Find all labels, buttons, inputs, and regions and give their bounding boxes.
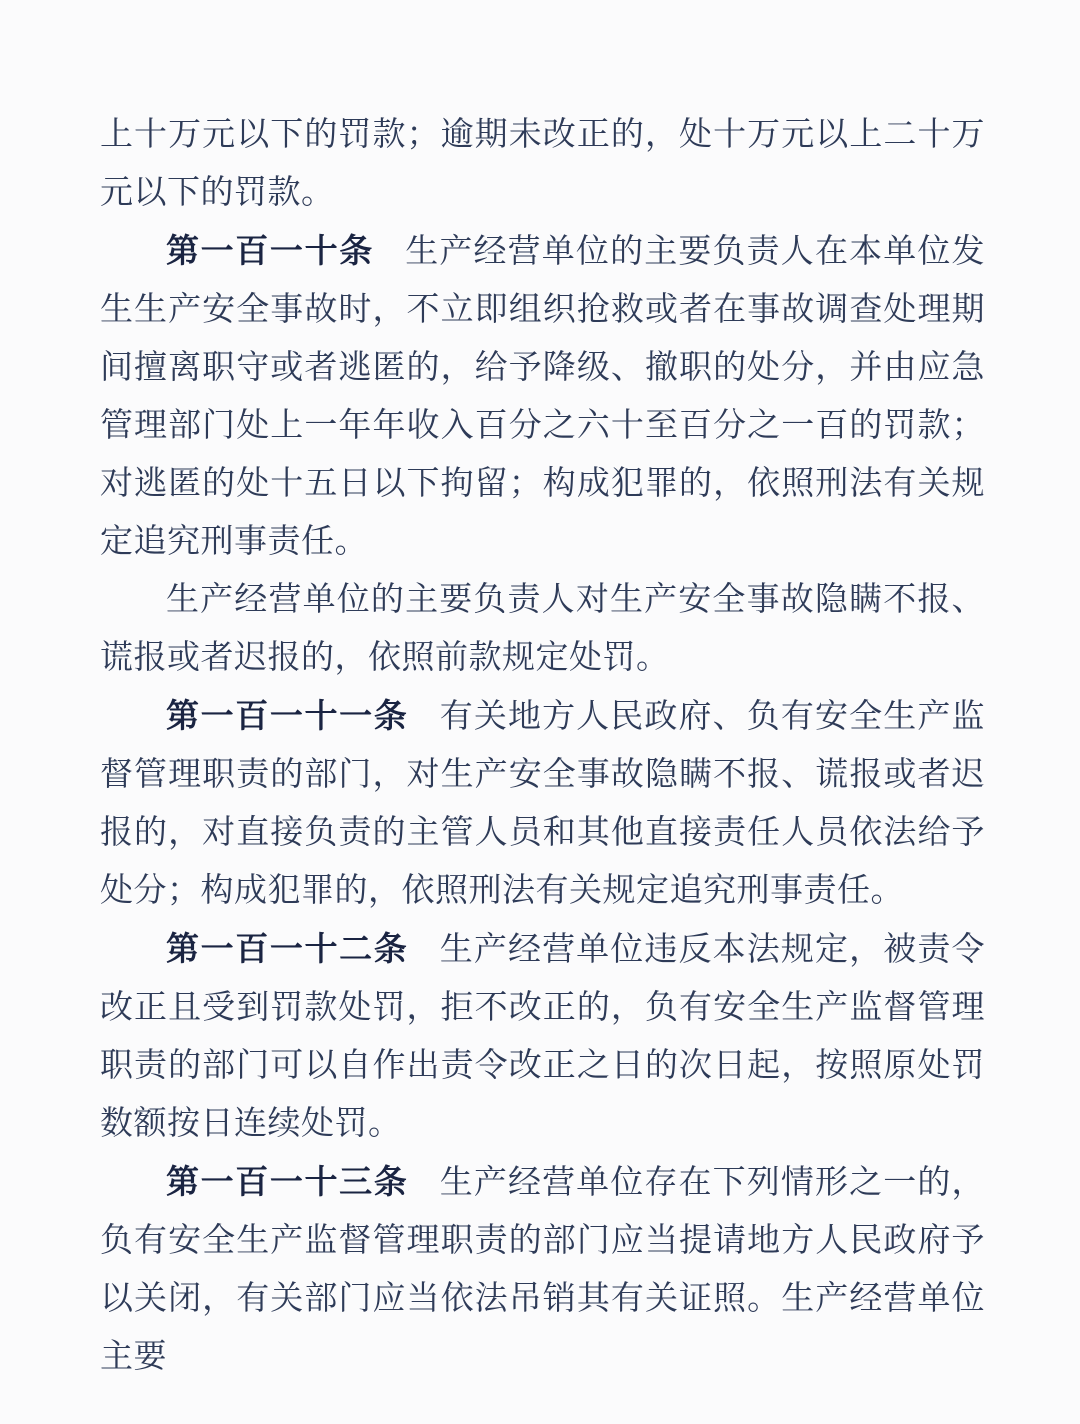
paragraph-text: 上十万元以下的罚款；逾期未改正的，处十万元以上二十万元以下的罚款。 bbox=[100, 117, 985, 211]
paragraph-text: 生产经营单位的主要负责人在本单位发生生产安全事故时，不立即组织抢救或者在事故调查处理期间擅离职守或者逃匿的，给予降级、撤职的处分，并由应急管理部门处上一年年收入百分之六十至百分之一百的罚款；对逃匿的处十五日以下拘留；构成犯罪的，依照刑法有关规定追究刑事责任。 bbox=[100, 234, 986, 560]
article-paragraph bbox=[100, 1153, 985, 1386]
article-number: 第一百一十条 bbox=[166, 232, 374, 269]
paragraph-text: 生产经营单位存在下列情形之一的，负有安全生产监督管理职责的部门应当提请地方人民政府予以关闭，有关部门应当依法吊销其有关证照。生产经营单位主要 bbox=[100, 1165, 986, 1375]
document-body bbox=[100, 106, 985, 1386]
paragraph-text: 有关地方人民政府、负有安全生产监督管理职责的部门，对生产安全事故隐瞒不报、谎报或者迟报的，对直接负责的主管人员和其他直接责任人员依法给予处分；构成犯罪的，依照刑法有关规定追究刑事责任。 bbox=[100, 699, 986, 909]
paragraph bbox=[100, 106, 985, 222]
article-paragraph bbox=[100, 687, 985, 920]
article-number: 第一百一十一条 bbox=[166, 697, 409, 734]
article-paragraph bbox=[100, 920, 985, 1153]
article-number: 第一百一十三条 bbox=[166, 1163, 409, 1200]
article-number: 第一百一十二条 bbox=[166, 930, 409, 967]
paragraph-text: 生产经营单位的主要负责人对生产安全事故隐瞒不报、谎报或者迟报的，依照前款规定处罚。 bbox=[100, 582, 985, 676]
paragraph bbox=[100, 571, 985, 687]
article-paragraph bbox=[100, 222, 985, 571]
paragraph-text: 生产经营单位违反本法规定，被责令改正且受到罚款处罚，拒不改正的，负有安全生产监督管理职责的部门可以自作出责令改正之日的次日起，按照原处罚数额按日连续处罚。 bbox=[100, 932, 986, 1142]
